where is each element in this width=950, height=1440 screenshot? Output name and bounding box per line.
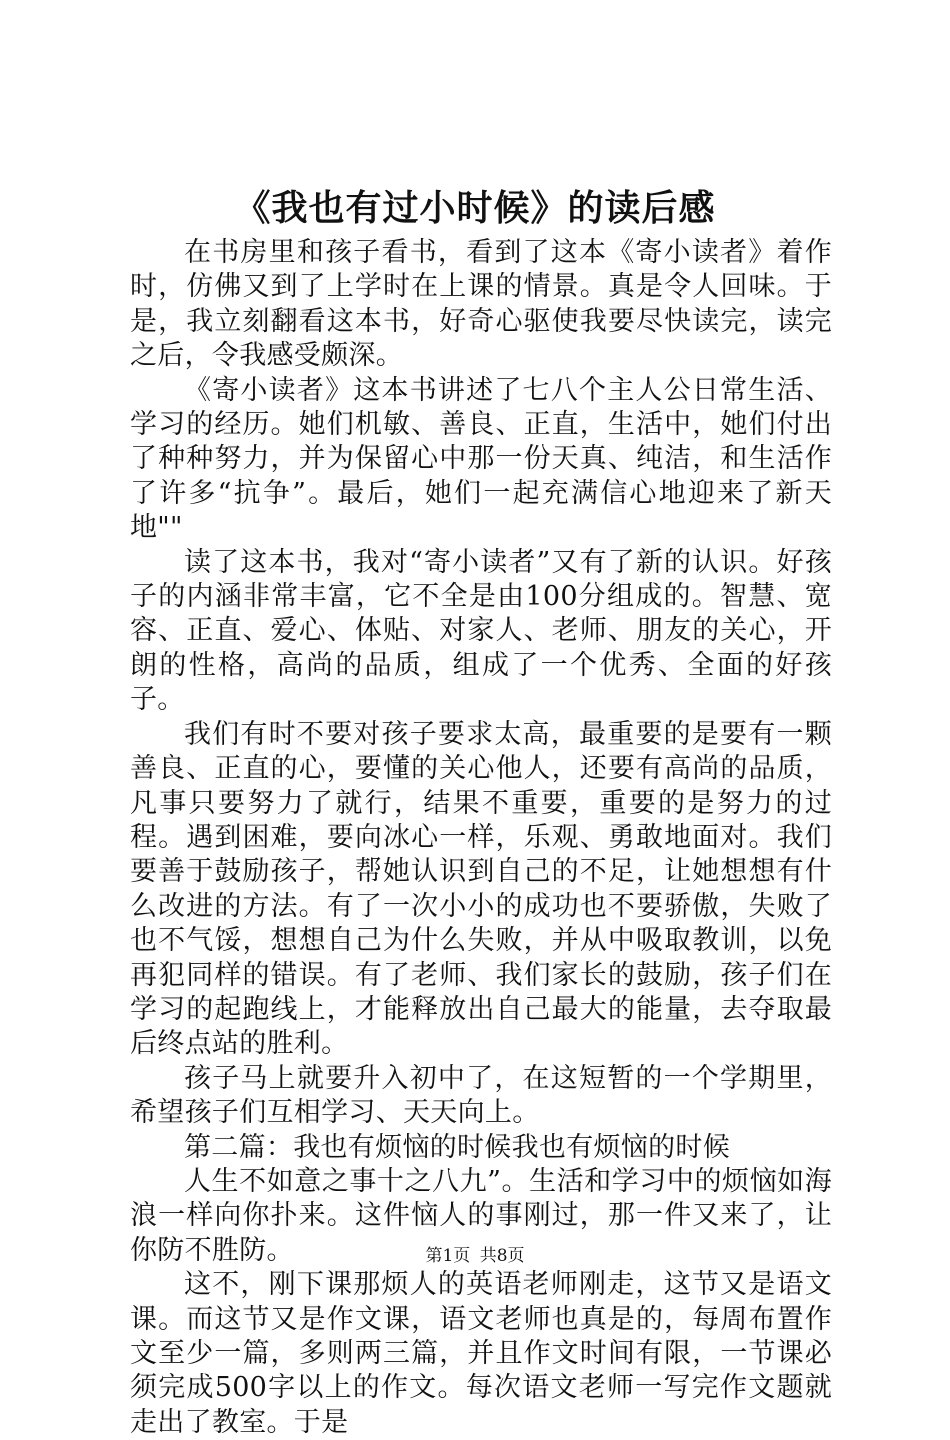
document-title: 《我也有过小时候》的读后感 xyxy=(234,187,716,229)
paragraph: 《寄小读者》这本书讲述了七八个主人公日常生活、学习的经历。她们机敏、善良、正直，生活中，她们付出了种种努力，并为保留心中那一份天真、纯洁，和生活作了许多“抗争”。最后，她们一起充满信心地迎来了新天地"" xyxy=(130,374,832,544)
paragraph: 人生不如意之事十之八九”。生活和学习中的烦恼如海浪一样向你扑来。这件恼人的事刚过，那一件又来了，让你防不胜防。 xyxy=(130,1165,832,1266)
paragraph: 孩子马上就要升入初中了，在这短暂的一个学期里，希望孩子们互相学习、天天向上。 xyxy=(130,1062,832,1129)
page-footer xyxy=(0,1244,950,1268)
page-total: 共8页 xyxy=(479,1246,525,1266)
paragraph: 我们有时不要对孩子要求太高，最重要的是要有一颗善良、正直的心，要懂的关心他人，还要有高尚的品质，凡事只要努力了就行，结果不重要，重要的是努力的过程。遇到困难，要向冰心一样，乐观、勇敢地面对。我们要善于鼓励孩子，帮她认识到自己的不足，让她想想有什么改进的方法。有了一次小小的成功也不要骄傲，失败了也不气馁，想想自己为什么失败，并从中吸取教训，以免再犯同样的错误。有了老师、我们家长的鼓励，孩子们在学习的起跑线上，才能释放出自己最大的能量，去夺取最后终点站的胜利。 xyxy=(130,718,832,1060)
paragraph: 这不，刚下课那烦人的英语老师刚走，这节又是语文课。而这节又是作文课，语文老师也真是的，每周布置作文至少一篇，多则两三篇，并且作文时间有限，一节课必须完成500字以上的作文。每次语文老师一写完作文题就走出了教室。于是 xyxy=(130,1269,832,1438)
section-heading: 第二篇：我也有烦恼的时候我也有烦恼的时候 xyxy=(184,1131,730,1163)
paragraph: 在书房里和孩子看书，看到了这本《寄小读者》着作时，仿佛又到了上学时在上课的情景。真是令人回味。于是，我立刻翻看这本书，好奇心驱使我要尽快读完，读完之后，令我感受颇深。 xyxy=(130,237,832,372)
paragraph: 读了这本书，我对“寄小读者”又有了新的认识。好孩子的内涵非常丰富，它不全是由100分组成的。智慧、宽容、正直、爱心、体贴、对家人、老师、朋友的关心，开朗的性格，高尚的品质，组成了一个优秀、全面的好孩子。 xyxy=(130,546,832,716)
page-number: 第1页 xyxy=(425,1246,471,1266)
